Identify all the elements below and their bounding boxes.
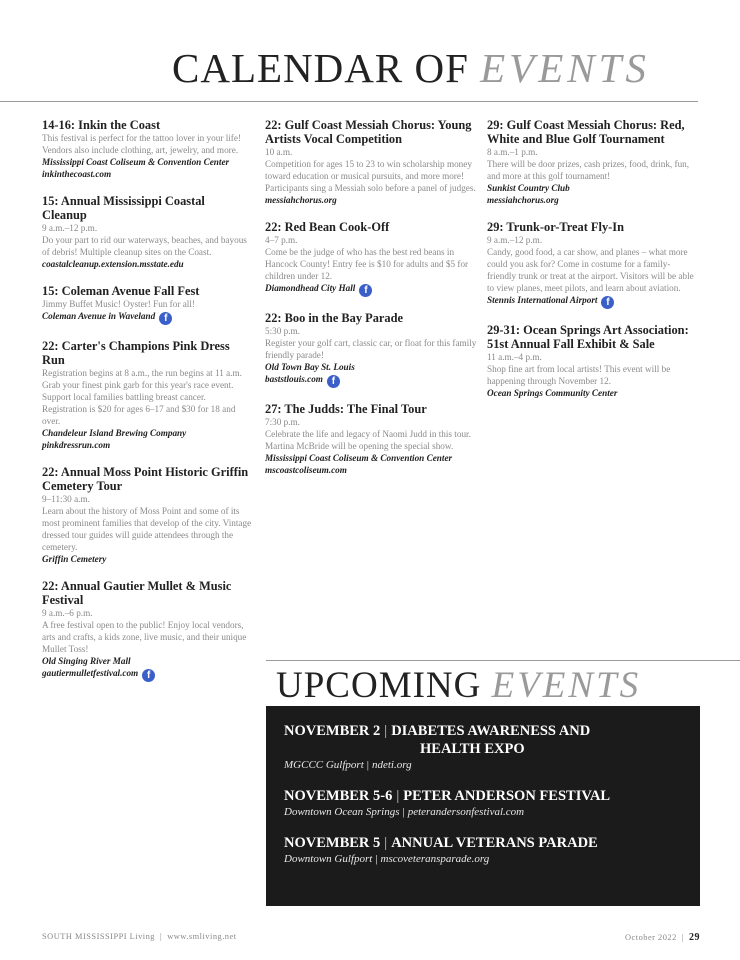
page-title: [172, 44, 650, 92]
event-location-text: Coleman Avenue in Waveland: [42, 311, 156, 321]
footer-url[interactable]: www.smliving.net: [167, 932, 237, 941]
event-title: [265, 220, 477, 234]
event-time: [42, 607, 252, 619]
event-description: [265, 337, 477, 361]
event-description: [42, 367, 252, 427]
event-time: [265, 416, 477, 428]
event-url[interactable]: [265, 373, 477, 388]
upcoming-title-main: UPCOMING: [276, 665, 482, 706]
event-time-text: 9 a.m.–12 p.m.: [42, 223, 98, 233]
footer-magazine: SOUTH MISSISSIPPI Living: [42, 932, 155, 941]
title-divider: [0, 101, 698, 102]
event-location: [487, 294, 699, 309]
upcoming-event-details: [284, 758, 682, 773]
event-time: [265, 234, 477, 246]
event-location-text: Ocean Springs Community Center: [487, 388, 618, 398]
event-title: [42, 339, 252, 367]
event-item: [265, 402, 477, 476]
event-title-text: 29: Trunk-or-Treat Fly-In: [487, 220, 624, 234]
event-description-text: Candy, good food, a car show, and planes – what more could you ask for? Come in costume for a family-friendly trunk or treat at the airport. Visitors will be able to view planes, meet pilots, and learn about aviation.: [487, 247, 694, 293]
event-time: [42, 493, 252, 505]
separator: |: [402, 806, 405, 818]
event-description-text: Come be the judge of who has the best red beans in Hancock County! Entry fee is $10 for adults and $5 for children under 12.: [265, 247, 469, 281]
event-description-text: Shop fine art from local artists! This event will be happening through November 12.: [487, 364, 671, 386]
event-url-text[interactable]: baststlouis.com: [265, 374, 323, 384]
event-location-text: Stennis International Airport: [487, 295, 598, 305]
event-title-text: 22: Boo in the Bay Parade: [265, 311, 404, 325]
event-location-text: Sunkist Country Club: [487, 183, 570, 193]
upcoming-event-name: PETER ANDERSON FESTIVAL: [403, 788, 611, 804]
event-title: [487, 118, 699, 146]
upcoming-event: [284, 787, 682, 820]
event-item: [265, 311, 477, 388]
event-item: [42, 194, 252, 270]
page-number: 29: [689, 932, 700, 943]
event-time-text: 9 a.m.–12 p.m.: [487, 235, 543, 245]
event-title-text: 29-31: Ocean Springs Art Association: 51st Annual Fall Exhibit & Sale: [487, 323, 689, 351]
event-item: [42, 579, 252, 682]
event-item: [487, 118, 699, 206]
event-title: [42, 284, 252, 298]
footer-date: October 2022: [624, 933, 677, 942]
event-description: [265, 428, 477, 452]
event-description: [487, 363, 699, 387]
separator: |: [384, 835, 388, 851]
upcoming-event-heading: [284, 787, 682, 805]
event-title: [487, 323, 699, 351]
event-description-text: Do your part to rid our waterways, beaches, and bayous of debris! Multiple cleanup sites on the Coast.: [42, 235, 247, 257]
event-time-text: 9 a.m.–6 p.m.: [42, 608, 93, 618]
upcoming-event-heading: [284, 834, 682, 852]
event-description: [265, 246, 477, 282]
upcoming-event-details: [284, 805, 682, 820]
upcoming-title-accent: EVENTS: [491, 665, 642, 706]
event-item: [487, 220, 699, 309]
event-url-text[interactable]: messiahchorus.org: [265, 195, 337, 205]
event-url[interactable]: [42, 667, 252, 682]
event-location-text: Griffin Cemetery: [42, 554, 107, 564]
upcoming-divider: [266, 660, 740, 661]
event-description-text: This festival is perfect for the tattoo lover in your life! Vendors also include clothing, art, jewelry, and more.: [42, 133, 241, 155]
event-url-text[interactable]: mscoastcoliseum.com: [265, 465, 347, 475]
event-url-text[interactable]: messiahchorus.org: [487, 195, 559, 205]
event-title: [487, 220, 699, 234]
event-title: [42, 579, 252, 607]
event-time: [487, 234, 699, 246]
separator: |: [384, 723, 388, 739]
event-location-text: Mississippi Coast Coliseum & Convention Center: [265, 453, 453, 463]
page-title-main: CALENDAR OF: [172, 45, 469, 91]
event-location: [265, 282, 477, 297]
event-location: [42, 553, 252, 565]
separator: |: [366, 759, 369, 771]
event-title: [265, 311, 477, 325]
event-item: [265, 118, 477, 206]
event-description-text: Celebrate the life and legacy of Naomi Judd in this tour. Martina McBride will be opening the special show.: [265, 429, 471, 451]
event-title-text: 22: Carter's Champions Pink Dress Run: [42, 339, 230, 367]
upcoming-events-box: [266, 706, 700, 906]
event-location: [487, 182, 699, 194]
event-item: [42, 118, 252, 180]
event-location: [265, 361, 477, 373]
event-description-text: Competition for ages 15 to 23 to win scholarship money toward education or musical pursuits, and more more! Participants sing a Messiah solo before a panel of judges.: [265, 159, 476, 193]
event-time: [487, 146, 699, 158]
event-time-text: 5:30 p.m.: [265, 326, 300, 336]
event-title-text: 22: Annual Moss Point Historic Griffin Cemetery Tour: [42, 465, 249, 493]
separator: |: [375, 853, 378, 865]
event-location-text: Mississippi Coast Coliseum & Convention Center: [42, 157, 230, 167]
event-description: [487, 246, 699, 294]
event-description-text: Register your golf cart, classic car, or float for this family friendly parade!: [265, 338, 477, 360]
event-url[interactable]: [42, 258, 252, 270]
event-url-text[interactable]: pinkdressrun.com: [42, 440, 111, 450]
event-description: [42, 619, 252, 655]
facebook-icon[interactable]: f: [359, 284, 372, 297]
event-location: [265, 452, 477, 464]
event-time-text: 4–7 p.m.: [265, 235, 298, 245]
event-item: [42, 339, 252, 451]
upcoming-title: [276, 664, 641, 707]
event-time-text: 8 a.m.–1 p.m.: [487, 147, 538, 157]
event-title: [42, 194, 252, 222]
upcoming-event-date: NOVEMBER 2: [284, 723, 381, 739]
event-title-text: 22: Annual Gautier Mullet & Music Festival: [42, 579, 232, 607]
event-url[interactable]: [265, 464, 477, 476]
facebook-icon[interactable]: f: [159, 312, 172, 325]
upcoming-event: [284, 834, 682, 867]
event-location: [42, 156, 252, 168]
event-time: [487, 351, 699, 363]
event-title: [265, 118, 477, 146]
event-location-text: Diamondhead City Hall: [265, 283, 356, 293]
event-description-text: Jimmy Buffet Music! Oyster! Fun for all!: [42, 299, 195, 309]
event-url-text[interactable]: inkinthecoast.com: [42, 169, 112, 179]
event-location-text: Chandeleur Island Brewing Company: [42, 428, 187, 438]
event-description: [487, 158, 699, 182]
upcoming-event-url[interactable]: mscoveteransparade.org: [380, 853, 490, 865]
events-column-2: [265, 118, 477, 490]
facebook-icon[interactable]: f: [327, 375, 340, 388]
event-url[interactable]: [42, 168, 252, 180]
facebook-icon[interactable]: f: [142, 669, 155, 682]
event-url[interactable]: [42, 439, 252, 451]
separator: |: [396, 788, 400, 804]
event-description: [42, 298, 252, 310]
upcoming-event-url[interactable]: ndeti.org: [371, 759, 412, 771]
event-description-text: Registration begins at 8 a.m., the run begins at 11 a.m. Grab your finest pink garb for this year's race event. Support local families battling breast cancer. Registration is $20 for ages 6–17 and $30 for 18 and over.: [42, 368, 242, 426]
event-location: [42, 310, 252, 325]
separator: |: [160, 932, 163, 941]
event-time-text: 10 a.m.: [265, 147, 293, 157]
upcoming-event-heading: [284, 722, 682, 758]
event-description: [42, 234, 252, 258]
event-description-text: There will be door prizes, cash prizes, food, drink, fun, and more at this golf tournament!: [487, 159, 690, 181]
event-description-text: Learn about the history of Moss Point and some of its most prominent families that develop of the city. Vintage dressed tour guides will guide attendees through the cemetery.: [42, 506, 252, 552]
event-url-text[interactable]: coastalcleanup.extension.msstate.edu: [42, 259, 184, 269]
event-title-text: 15: Coleman Avenue Fall Fest: [42, 284, 200, 298]
upcoming-event-details: [284, 852, 682, 867]
upcoming-event-date: NOVEMBER 5: [284, 835, 381, 851]
event-location: [42, 427, 252, 439]
event-description: [42, 132, 252, 156]
event-time: [265, 325, 477, 337]
separator: |: [681, 933, 684, 942]
event-title-text: 15: Annual Mississippi Coastal Cleanup: [42, 194, 205, 222]
event-time-text: 11 a.m.–4 p.m.: [487, 352, 542, 362]
event-url-text[interactable]: gautiermulletfestival.com: [42, 668, 139, 678]
facebook-icon[interactable]: f: [601, 296, 614, 309]
event-location: [487, 387, 699, 399]
event-title-text: 22: Red Bean Cook-Off: [265, 220, 390, 234]
event-location: [42, 655, 252, 667]
footer-right: [625, 932, 700, 943]
upcoming-event-url[interactable]: peterandersonfestival.com: [407, 806, 525, 818]
event-title-text: 27: The Judds: The Final Tour: [265, 402, 427, 416]
upcoming-event-name: DIABETES AWARENESS AND: [391, 723, 591, 739]
event-time-text: 9–11:30 a.m.: [42, 494, 90, 504]
event-item: [265, 220, 477, 297]
events-column-1: [42, 118, 252, 696]
upcoming-event-place: Downtown Gulfport: [284, 853, 373, 865]
event-time: [42, 222, 252, 234]
event-item: [487, 323, 699, 399]
event-description-text: A free festival open to the public! Enjoy local vendors, arts and crafts, a kids zone, live music, and their unique Mullet Toss!: [42, 620, 247, 654]
event-title: [42, 118, 252, 132]
upcoming-event: [284, 722, 682, 773]
event-description: [42, 505, 252, 553]
event-title: [42, 465, 252, 493]
event-location-text: Old Singing River Mall: [42, 656, 131, 666]
event-url[interactable]: [265, 194, 477, 206]
event-description: [265, 158, 477, 194]
page-title-accent: EVENTS: [480, 45, 650, 91]
upcoming-event-name: ANNUAL VETERANS PARADE: [391, 835, 598, 851]
upcoming-event-place: MGCCC Gulfport: [284, 759, 364, 771]
upcoming-event-name-cont: HEALTH EXPO: [420, 741, 525, 757]
events-column-3: [487, 118, 699, 413]
event-time-text: 7:30 p.m.: [265, 417, 300, 427]
upcoming-event-place: Downtown Ocean Springs: [284, 806, 400, 818]
event-title: [265, 402, 477, 416]
event-location-text: Old Town Bay St. Louis: [265, 362, 355, 372]
event-title-text: 29: Gulf Coast Messiah Chorus: Red, White and Blue Golf Tournament: [487, 118, 685, 146]
event-title-text: 22: Gulf Coast Messiah Chorus: Young Artists Vocal Competition: [265, 118, 472, 146]
event-time: [265, 146, 477, 158]
footer-left: [42, 932, 237, 941]
event-item: [42, 284, 252, 325]
event-title-text: 14-16: Inkin the Coast: [42, 118, 161, 132]
event-item: [42, 465, 252, 565]
event-url[interactable]: [487, 194, 699, 206]
upcoming-event-date: NOVEMBER 5-6: [284, 788, 393, 804]
